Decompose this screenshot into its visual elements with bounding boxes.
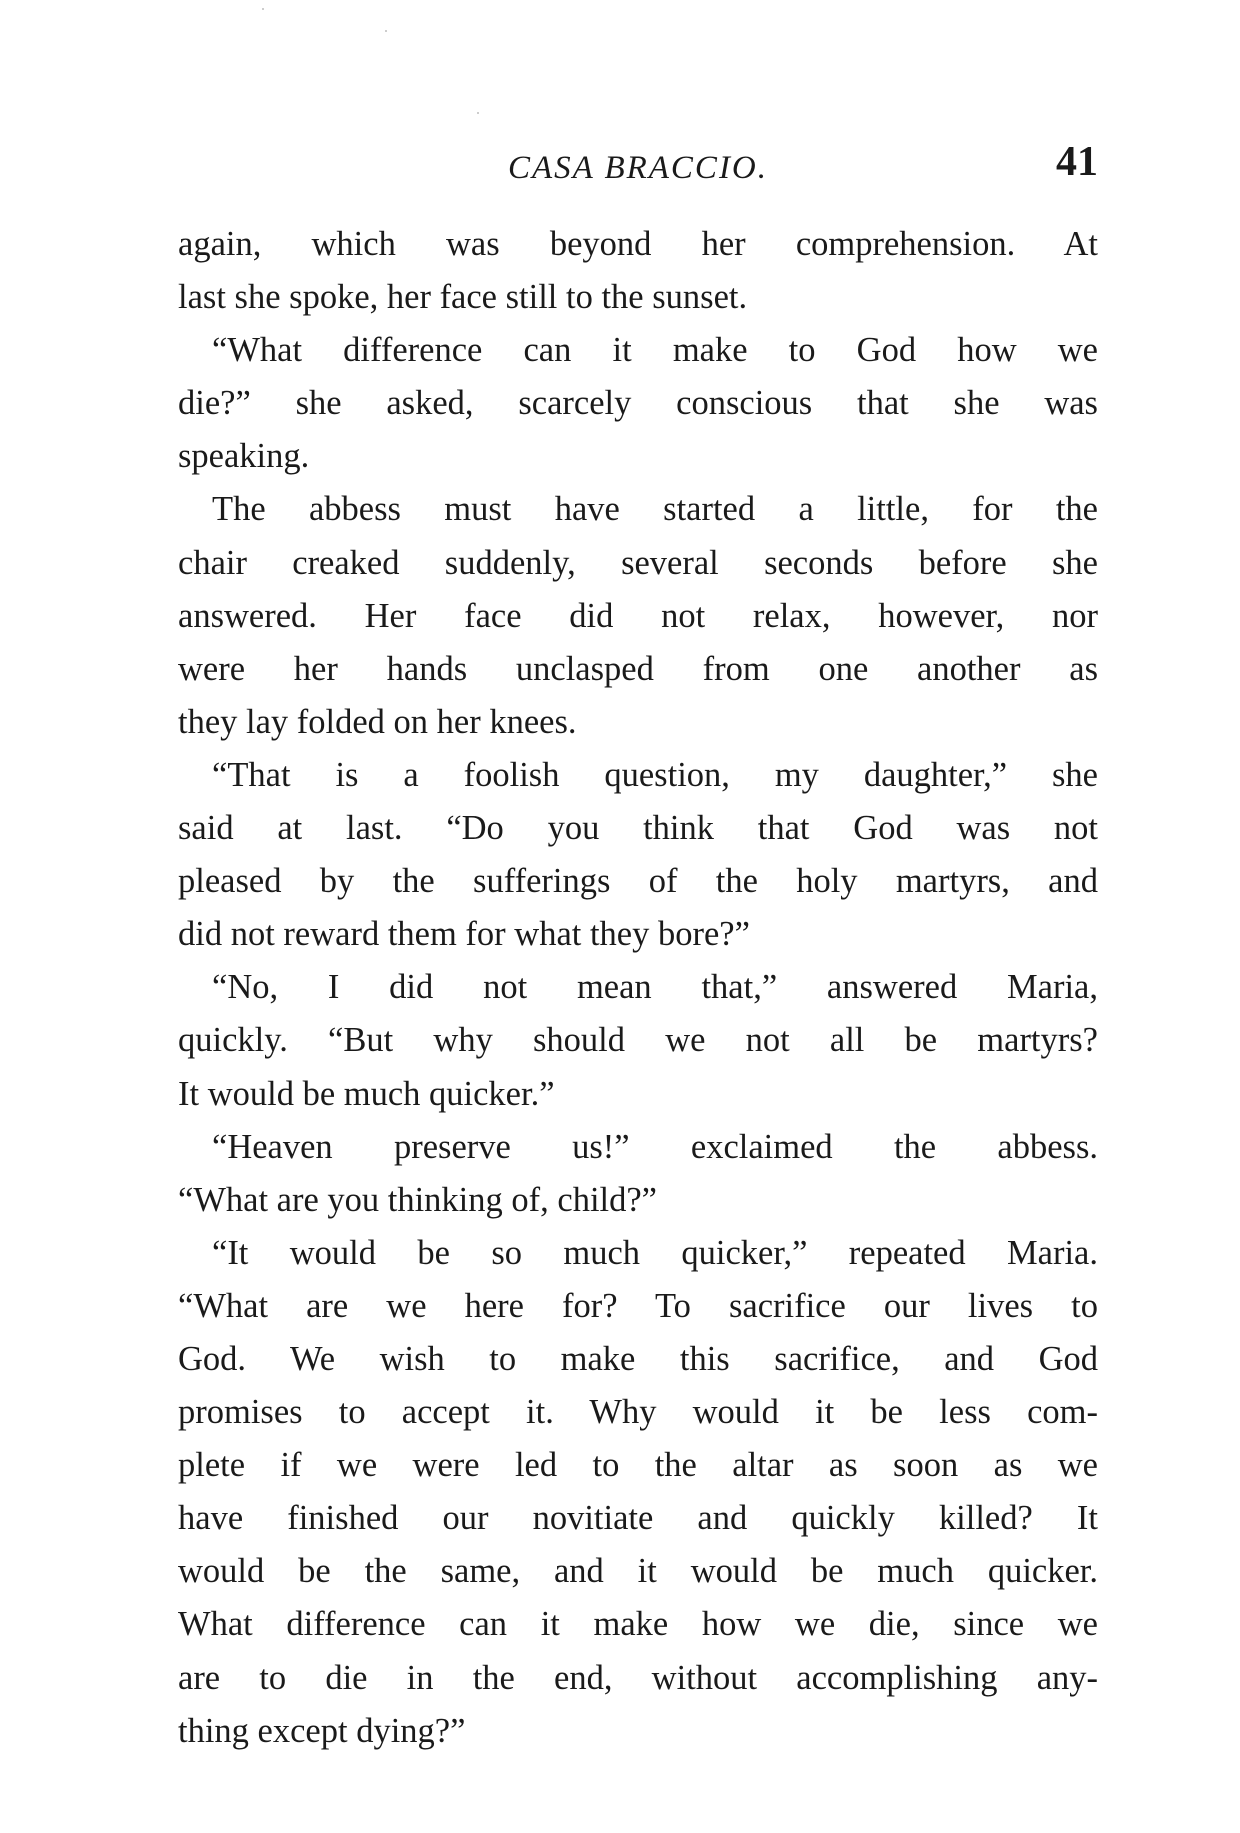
text-line: are to die in the end, without accomplishing any- xyxy=(178,1658,1098,1697)
text-line: “What are you thinking of, child?” xyxy=(178,1180,657,1219)
running-head xyxy=(178,138,1098,198)
text-line: said at last. “Do you think that God was not xyxy=(178,809,1098,848)
text-line: “What are we here for? To sacrifice our lives to xyxy=(178,1286,1098,1325)
text-line: again, which was beyond her comprehension. At xyxy=(178,225,1098,263)
paper-speck xyxy=(262,8,264,10)
body-text xyxy=(178,218,1098,1758)
text-line: pleased by the sufferings of the holy martyrs, and xyxy=(178,862,1098,901)
text-line: last she spoke, her face still to the sunset. xyxy=(178,278,748,317)
text-line: “Heaven preserve us!” exclaimed the abbess. xyxy=(212,1127,1098,1166)
text-line: chair creaked suddenly, several seconds before she xyxy=(178,543,1098,582)
text-line: “No, I did not mean that,” answered Maria, xyxy=(212,968,1098,1007)
text-line: plete if we were led to the altar as soon as we xyxy=(178,1446,1098,1485)
text-line: The abbess must have started a little, for the xyxy=(212,490,1098,529)
paper-speck xyxy=(477,112,479,114)
text-line: did not reward them for what they bore?” xyxy=(178,915,750,954)
text-line: have finished our novitiate and quickly killed? It xyxy=(178,1499,1098,1538)
text-line: “It would be so much quicker,” repeated Maria. xyxy=(212,1233,1098,1272)
page-number: 41 xyxy=(1056,139,1098,185)
running-title: CASA BRACCIO. xyxy=(507,150,769,186)
text-line: were her hands unclasped from one another as xyxy=(178,649,1098,688)
text-line: answered. Her face did not relax, however, nor xyxy=(178,596,1098,635)
text-line: die?” she asked, scarcely conscious that she was xyxy=(178,384,1098,423)
text-line: What difference can it make how we die, since we xyxy=(178,1605,1098,1644)
text-line: promises to accept it. Why would it be less com- xyxy=(178,1393,1098,1432)
text-line: God. We wish to make this sacrifice, and God xyxy=(178,1339,1098,1378)
text-line: It would be much quicker.” xyxy=(178,1074,555,1113)
text-line: “That is a foolish question, my daughter,” she xyxy=(212,755,1098,794)
text-line: they lay folded on her knees. xyxy=(178,702,577,741)
text-line: “What difference can it make to God how we xyxy=(212,331,1098,370)
text-line: speaking. xyxy=(178,437,310,476)
paper-speck xyxy=(385,30,387,32)
text-line: quickly. “But why should we not all be martyrs? xyxy=(178,1021,1098,1060)
text-line: would be the same, and it would be much quicker. xyxy=(178,1552,1098,1591)
text-line: thing except dying?” xyxy=(178,1711,466,1750)
